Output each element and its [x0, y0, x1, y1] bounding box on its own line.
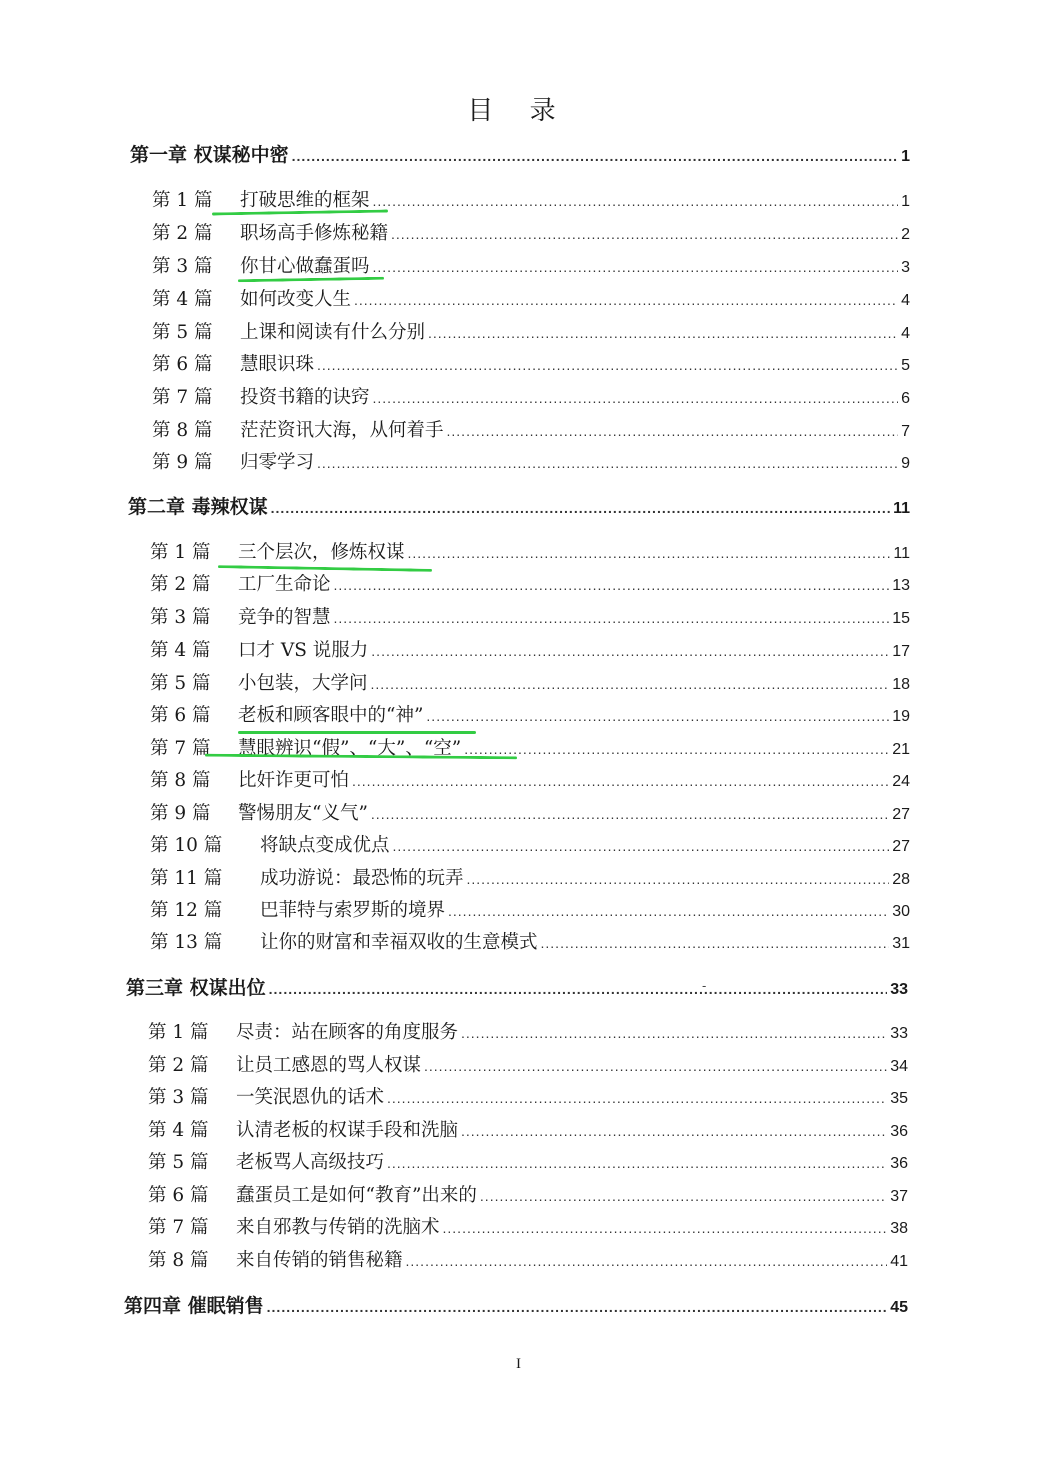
section-title: 如何改变人生 [240, 289, 352, 310]
leader-dots [448, 896, 889, 926]
section-label: 第 1 篇 [152, 190, 213, 211]
toc-entry[interactable] [150, 864, 910, 894]
toc-entry[interactable] [148, 1213, 908, 1243]
section-title: 尽责：站在顾客的角度服务 [236, 1022, 459, 1043]
leader-dots [461, 1018, 887, 1048]
section-label: 第 7 篇 [148, 1217, 209, 1238]
section-title: 来自传销的销售秘籍 [236, 1250, 403, 1271]
leader-dots [480, 1181, 887, 1211]
leader-dots [371, 799, 889, 829]
leader-dots [426, 701, 889, 731]
section-label: 第 4 篇 [148, 1120, 209, 1141]
leader-dots [406, 1246, 888, 1276]
section-label: 第 8 篇 [148, 1250, 209, 1271]
leader-dots [373, 252, 899, 282]
section-page: 35 [890, 1090, 908, 1107]
section-title: 竞争的智慧 [238, 607, 331, 628]
section-label: 第 7 篇 [150, 738, 211, 759]
leader-dots [371, 636, 889, 666]
section-title: 警惕朋友“义气” [238, 803, 368, 824]
section-page: 19 [892, 708, 910, 725]
leader-dots [541, 928, 890, 958]
highlight-underline [238, 731, 476, 734]
section-title: 认清老板的权谋手段和洗脑 [236, 1120, 459, 1141]
chapter-label: 第四章 [124, 1295, 182, 1317]
leader-dots [408, 538, 891, 568]
section-title: 将缺点变成优点 [260, 835, 390, 856]
section-page: 5 [901, 357, 910, 374]
section-label: 第 2 篇 [152, 223, 213, 244]
section-label: 第 5 篇 [148, 1152, 209, 1173]
toc-entry[interactable] [148, 1116, 908, 1146]
section-title: 小包装，大学问 [238, 673, 368, 694]
leader-dots [334, 570, 890, 600]
section-title: 慧眼辨识“假”、“大”、“空” [238, 738, 462, 759]
section-label: 第 8 篇 [150, 770, 211, 791]
section-title: 一笑泯恩仇的话术 [236, 1087, 385, 1108]
leader-dots [292, 141, 898, 171]
chapter-heading[interactable] [128, 492, 910, 522]
section-title: 老板和顾客眼中的“神” [238, 705, 424, 726]
toc-entry[interactable] [150, 896, 910, 926]
section-title: 职场高手修炼秘籍 [240, 223, 389, 244]
section-page: 6 [901, 390, 910, 407]
toc-entry[interactable] [150, 734, 910, 764]
section-label: 第 1 篇 [148, 1022, 209, 1043]
chapter-title: 催眠销售 [187, 1295, 264, 1317]
section-title: 让员工感恩的骂人权谋 [236, 1055, 422, 1076]
section-title: 来自邪教与传销的洗脑术 [236, 1217, 440, 1238]
toc-entry[interactable] [152, 285, 910, 315]
section-title: 你甘心做蠢蛋吗 [240, 256, 370, 277]
leader-dots [317, 448, 898, 478]
section-label: 第 4 篇 [152, 289, 213, 310]
toc-entry[interactable] [152, 448, 910, 478]
section-title: 上课和阅读有什么分别 [240, 322, 426, 343]
section-title: 让你的财富和幸福双收的生意模式 [260, 932, 538, 953]
section-title: 三个层次，修炼权谋 [238, 542, 405, 563]
leader-dots [424, 1051, 887, 1081]
section-label: 第 4 篇 [150, 640, 211, 661]
section-label: 第 3 篇 [152, 256, 213, 277]
toc-entry[interactable] [152, 318, 910, 348]
section-label: 第 13 篇 [150, 932, 223, 953]
chapter-page: 1 [901, 148, 910, 165]
toc-entry[interactable] [148, 1083, 908, 1113]
leader-dots [391, 219, 898, 249]
section-label: 第 12 篇 [150, 900, 223, 921]
section-page: 2 [901, 226, 910, 243]
toc-entry[interactable] [150, 570, 910, 600]
section-title: 巴菲特与索罗斯的境界 [260, 900, 446, 921]
toc-entry[interactable] [150, 831, 910, 861]
section-page: 31 [892, 935, 910, 952]
chapter-page: 11 [893, 500, 910, 517]
chapter-heading[interactable] [124, 1291, 908, 1321]
section-label: 第 6 篇 [148, 1185, 209, 1206]
chapter-title: 权谋出位 [189, 977, 266, 999]
section-title: 慧眼识珠 [240, 354, 315, 375]
toc-entry[interactable] [152, 252, 910, 282]
section-page: 34 [890, 1058, 908, 1075]
leader-dots [387, 1148, 887, 1178]
section-page: 41 [890, 1253, 908, 1270]
section-page: 24 [892, 773, 910, 790]
page-title: 目 录 [467, 96, 570, 126]
section-title: 茫茫资讯大海，从何着手 [240, 420, 444, 441]
section-page: 1 [901, 193, 910, 210]
toc-entry[interactable] [148, 1051, 908, 1081]
section-page: 17 [892, 643, 910, 660]
toc-entry[interactable] [148, 1018, 908, 1048]
chapter-heading[interactable] [126, 973, 908, 1003]
toc-entry[interactable] [150, 701, 910, 731]
section-page: 28 [892, 871, 910, 888]
leader-dots [317, 350, 898, 380]
section-page: 27 [892, 806, 910, 823]
section-label: 第 2 篇 [148, 1055, 209, 1076]
section-label: 第 3 篇 [150, 607, 211, 628]
section-label: 第 9 篇 [150, 803, 211, 824]
section-page: 13 [892, 577, 910, 594]
section-page: 3 [901, 259, 910, 276]
section-page: 38 [890, 1220, 908, 1237]
leader-dots [269, 974, 888, 1004]
leader-dots [352, 766, 889, 796]
leader-dots [464, 734, 889, 764]
leader-dots [447, 416, 899, 446]
section-page: 37 [890, 1188, 908, 1205]
section-page: 4 [901, 325, 910, 342]
section-page: 4 [901, 292, 910, 309]
toc-entry[interactable] [150, 928, 910, 958]
stray-mark: - [702, 978, 707, 993]
toc-entry[interactable] [148, 1246, 908, 1276]
section-label: 第 7 篇 [152, 387, 213, 408]
toc-entry[interactable] [152, 350, 910, 380]
leader-dots [443, 1213, 888, 1243]
toc-entry[interactable] [148, 1181, 908, 1211]
section-label: 第 3 篇 [148, 1087, 209, 1108]
page-number: I [516, 1356, 521, 1372]
section-title: 口才 VS 说服力 [238, 640, 369, 661]
section-label: 第 2 篇 [150, 574, 211, 595]
section-page: 11 [893, 545, 910, 562]
section-label: 第 6 篇 [152, 354, 213, 375]
section-title: 比奸诈更可怕 [238, 770, 350, 791]
section-page: 27 [892, 838, 910, 855]
section-title: 老板骂人高级技巧 [236, 1152, 385, 1173]
section-label: 第 11 篇 [150, 868, 223, 889]
chapter-page: 45 [890, 1299, 908, 1316]
section-title: 工厂生命论 [238, 574, 331, 595]
toc-entry[interactable] [150, 538, 910, 568]
section-title: 成功游说：最恐怖的玩弄 [260, 868, 464, 889]
section-page: 36 [890, 1123, 908, 1140]
section-page: 21 [892, 741, 910, 758]
chapter-title: 毒辣权谋 [191, 496, 268, 518]
section-label: 第 5 篇 [150, 673, 211, 694]
toc-entry[interactable] [152, 383, 910, 413]
chapter-label: 第三章 [126, 977, 184, 999]
toc-entry[interactable] [150, 603, 910, 633]
leader-dots [428, 318, 898, 348]
toc-entry[interactable] [150, 799, 910, 829]
leader-dots [373, 383, 899, 413]
section-page: 36 [890, 1155, 908, 1172]
leader-dots [467, 864, 890, 894]
leader-dots [461, 1116, 887, 1146]
section-title: 蠢蛋员工是如何“教育”出来的 [236, 1185, 477, 1206]
section-label: 第 5 篇 [152, 322, 213, 343]
leader-dots [267, 1292, 888, 1322]
section-page: 15 [892, 610, 910, 627]
leader-dots [271, 493, 890, 523]
section-page: 7 [901, 423, 910, 440]
chapter-label: 第二章 [128, 496, 186, 518]
section-title: 投资书籍的诀窍 [240, 387, 370, 408]
section-page: 33 [890, 1025, 908, 1042]
toc-entry[interactable] [148, 1148, 908, 1178]
section-page: 30 [892, 903, 910, 920]
toc-entry[interactable] [150, 636, 910, 666]
section-label: 第 10 篇 [150, 835, 223, 856]
leader-dots [371, 669, 890, 699]
section-label: 第 1 篇 [150, 542, 211, 563]
section-label: 第 6 篇 [150, 705, 211, 726]
toc-entry[interactable] [150, 669, 910, 699]
section-page: 9 [901, 455, 910, 472]
section-label: 第 9 篇 [152, 452, 213, 473]
section-title: 打破思维的框架 [240, 190, 370, 211]
chapter-label: 第一章 [130, 144, 188, 166]
leader-dots [393, 831, 890, 861]
chapter-heading[interactable] [130, 140, 910, 170]
leader-dots [334, 603, 890, 633]
section-label: 第 8 篇 [152, 420, 213, 441]
leader-dots [373, 186, 899, 216]
section-title: 归零学习 [240, 452, 315, 473]
toc-entry[interactable] [150, 766, 910, 796]
leader-dots [354, 285, 898, 315]
chapter-title: 权谋秘中密 [193, 144, 289, 166]
leader-dots [387, 1083, 887, 1113]
section-page: 18 [892, 676, 910, 693]
chapter-page: 33 [890, 981, 908, 998]
toc-entry[interactable] [152, 416, 910, 446]
toc-entry[interactable] [152, 219, 910, 249]
